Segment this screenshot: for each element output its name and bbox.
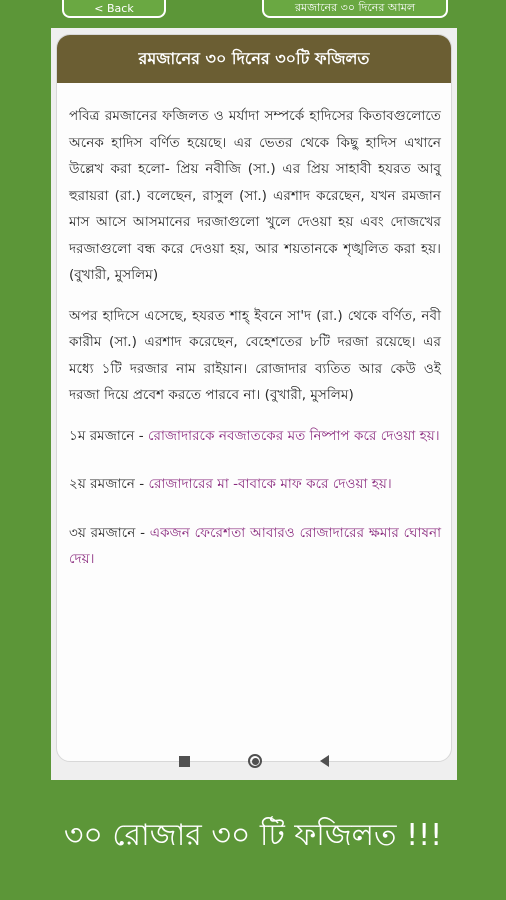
day-item [69, 423, 441, 450]
back-button[interactable]: < Back [62, 0, 166, 18]
day-text: রোজাদারকে নবজাতকের মত নিষ্পাপ করে দেওয়া হয়। [147, 427, 440, 444]
home-circle-icon[interactable] [248, 754, 262, 768]
content-card [56, 34, 452, 762]
day-text: একজন ফেরেশতা আবারও রোজাদারের ক্ষমার ঘোষনা দেয়। [69, 524, 442, 567]
phone-screen [51, 28, 457, 780]
system-navbar [51, 742, 457, 780]
day-label: ১ম রমজানে - [69, 427, 144, 444]
paragraph: পবিত্র রমজানের ফজিলত ও মর্যাদা সম্পর্কে হাদিসের কিতাবগুলোতে অনেক হাদিস বর্ণিত হয়েছে। এর ভেতর থেকে কিছু হাদিস এখানে উল্লেখ করা হলো- প্রিয় নবীজি (সা.) এর প্রিয় সাহাবী হযরত আবু হুরায়রা (রা.) বলেছেন, রাসুল (সা.) এরশাদ করেছেন, যখন রমজান মাস আসে আসমানের দরজাগুলো খুলে দেওয়া হয় এবং দোজখের দরজাগুলো বন্ধ করে দেওয়া হয়, আর শয়তানকে শৃঙ্খলিত করা হয়। (বুখারী, মুসলিম) [69, 108, 441, 283]
promo-caption: ৩০ রোজার ৩০ টি ফজিলত !!! [63, 817, 443, 853]
day-label: ২য় রমজানে - [69, 476, 145, 492]
day-label: ৩য় রমজানে - [69, 524, 145, 541]
day-item [69, 520, 441, 573]
recents-square-icon[interactable] [179, 756, 190, 767]
day-text: রোজাদারের মা -বাবাকে মাফ করে দেওয়া হয়। [148, 476, 392, 492]
day-item [69, 471, 441, 498]
card-title: রমজানের ৩০ দিনের ৩০টি ফজিলত [57, 35, 451, 83]
article-body [57, 83, 451, 573]
next-button[interactable]: রমজানের ৩০ দিনের আমল [262, 0, 448, 18]
back-triangle-icon[interactable] [320, 755, 329, 767]
paragraph: অপর হাদিসে এসেছে, হযরত শাহ্ ইবনে সা'দ (রা.) থেকে বর্ণিত, নবী কারীম (সা.) এরশাদ করেছেন, বেহেশতের ৮টি দরজা রয়েছে। এর মধ্যে ১টি দরজার নাম রাইয়ান। রোজাদার ব্যতিত আর কেউ ওই দরজা দিয়ে প্রবেশ করতে পারবে না। (বুখারী, মুসলিম) [69, 307, 441, 403]
